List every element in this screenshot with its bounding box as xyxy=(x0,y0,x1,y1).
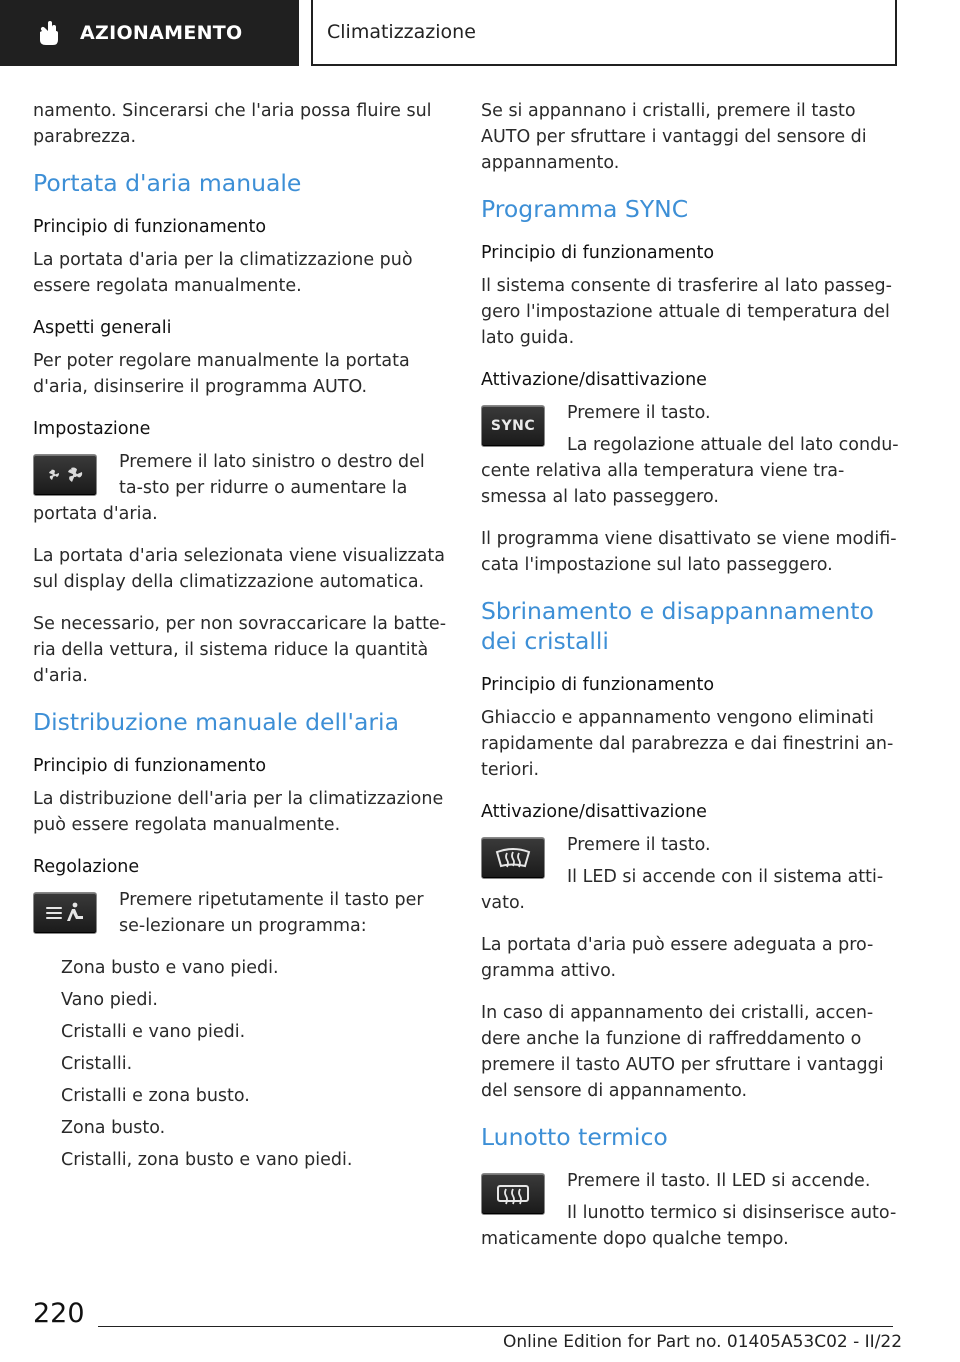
paragraph: La portata d'aria per la climatizzazione può essere regolata manualmente. xyxy=(33,250,413,296)
subheading: Principio di funzionamento xyxy=(481,243,715,263)
list-item: Zona busto e vano piedi. xyxy=(33,955,451,981)
fan-button-icon xyxy=(33,454,97,496)
intro-text: namento. Sincerarsi che l'aria possa fluire sul parabrezza. xyxy=(33,101,432,147)
program-list xyxy=(33,955,451,1173)
edition-note: Online Edition for Part no. 01405A53C02 - II/22 xyxy=(503,1332,903,1352)
paragraph: La distribuzione dell'aria per la climatizzazione può essere regolata manualmente. xyxy=(33,789,444,835)
section-title-rear-defrost: Lunotto termico xyxy=(481,1123,668,1151)
subheading: Impostazione xyxy=(33,419,151,439)
section-label: AZIONAMENTO xyxy=(80,22,243,44)
page-footer xyxy=(0,1290,960,1362)
paragraph: Premere il tasto. xyxy=(567,403,711,423)
rear-defrost-button-block xyxy=(481,1168,899,1252)
list-item: Cristalli e vano piedi. xyxy=(33,1019,451,1045)
paragraph: Per poter regolare manualmente la portata d'aria, disinserire il programma AUTO. xyxy=(33,351,410,397)
paragraph: La regolazione attuale del lato condu-cente relativa alla temperatura viene tra-smessa al lato passeggero. xyxy=(481,435,899,507)
fan-button-block xyxy=(33,449,451,527)
subheading: Aspetti generali xyxy=(33,318,172,338)
paragraph: In caso di appannamento dei cristalli, accen-dere anche la funzione di raffreddamento o premere il tasto AUTO per sfruttare i vantaggi del sensore di appannamento. xyxy=(481,1003,884,1101)
sync-button-icon xyxy=(481,405,545,447)
section-title-manual-airflow: Portata d'aria manuale xyxy=(33,169,302,197)
paragraph: Se necessario, per non sovraccaricare la batte-ria della vettura, il sistema riduce la quantità d'aria. xyxy=(33,614,447,686)
page-header xyxy=(0,0,960,66)
section-tab xyxy=(0,0,299,66)
intro-text: Se si appannano i cristalli, premere il tasto AUTO per sfruttare i vantaggi del sensore di appannamento. xyxy=(481,101,867,173)
paragraph: Premere il tasto. xyxy=(567,835,711,855)
list-item: Cristalli e zona busto. xyxy=(33,1083,451,1109)
list-item: Cristalli. xyxy=(33,1051,451,1077)
chapter-tab xyxy=(311,0,897,66)
rear-window-defrost-icon xyxy=(481,1173,545,1215)
subheading: Attivazione/disattivazione xyxy=(481,802,707,822)
subheading: Principio di funzionamento xyxy=(33,217,267,237)
hand-pointer-icon xyxy=(34,18,64,48)
paragraph: Premere il tasto. Il LED si accende. xyxy=(567,1171,871,1191)
footer-divider xyxy=(98,1326,893,1327)
paragraph: Il programma viene disattivato se viene modifi-cata l'impostazione sul lato passeggero. xyxy=(481,529,897,575)
sync-button-label: SYNC xyxy=(490,418,536,434)
paragraph: Premere ripetutamente il tasto per se-lezionare un programma: xyxy=(119,890,424,936)
list-item: Cristalli, zona busto e vano piedi. xyxy=(33,1147,451,1173)
section-title-defrost: Sbrinamento e disappannamento dei cristalli xyxy=(481,597,874,655)
subheading: Principio di funzionamento xyxy=(33,756,267,776)
sync-button-block xyxy=(481,400,899,510)
air-distribution-button-block xyxy=(33,887,451,939)
defrost-button-block xyxy=(481,832,899,916)
section-title-manual-distribution: Distribuzione manuale dell'aria xyxy=(33,708,399,736)
list-item: Zona busto. xyxy=(33,1115,451,1141)
page-number: 220 xyxy=(33,1298,85,1329)
paragraph: Il lunotto termico si disinserisce auto-maticamente dopo qualche tempo. xyxy=(481,1203,897,1249)
section-title-sync: Programma SYNC xyxy=(481,195,689,223)
air-distribution-icon xyxy=(33,892,97,934)
left-column xyxy=(33,98,451,1179)
paragraph: Premere il lato sinistro o destro del ta-sto per ridurre o aumentare la portata d'aria. xyxy=(33,452,425,524)
paragraph: Il sistema consente di trasferire al lato passeg-gero l'impostazione attuale di temperatura del lato guida. xyxy=(481,276,892,348)
subheading: Attivazione/disattivazione xyxy=(481,370,707,390)
windshield-defrost-icon xyxy=(481,837,545,879)
paragraph: La portata d'aria può essere adeguata a pro-gramma attivo. xyxy=(481,935,874,981)
subheading: Principio di funzionamento xyxy=(481,675,715,695)
right-column xyxy=(481,98,899,1268)
paragraph: Ghiaccio e appannamento vengono eliminati rapidamente dal parabrezza e dai finestrini an-teriori. xyxy=(481,708,894,780)
chapter-title: Climatizzazione xyxy=(327,21,476,43)
paragraph: La portata d'aria selezionata viene visualizzata sul display della climatizzazione automatica. xyxy=(33,546,445,592)
subheading: Regolazione xyxy=(33,857,140,877)
list-item: Vano piedi. xyxy=(33,987,451,1013)
paragraph: Il LED si accende con il sistema atti-vato. xyxy=(481,867,884,913)
